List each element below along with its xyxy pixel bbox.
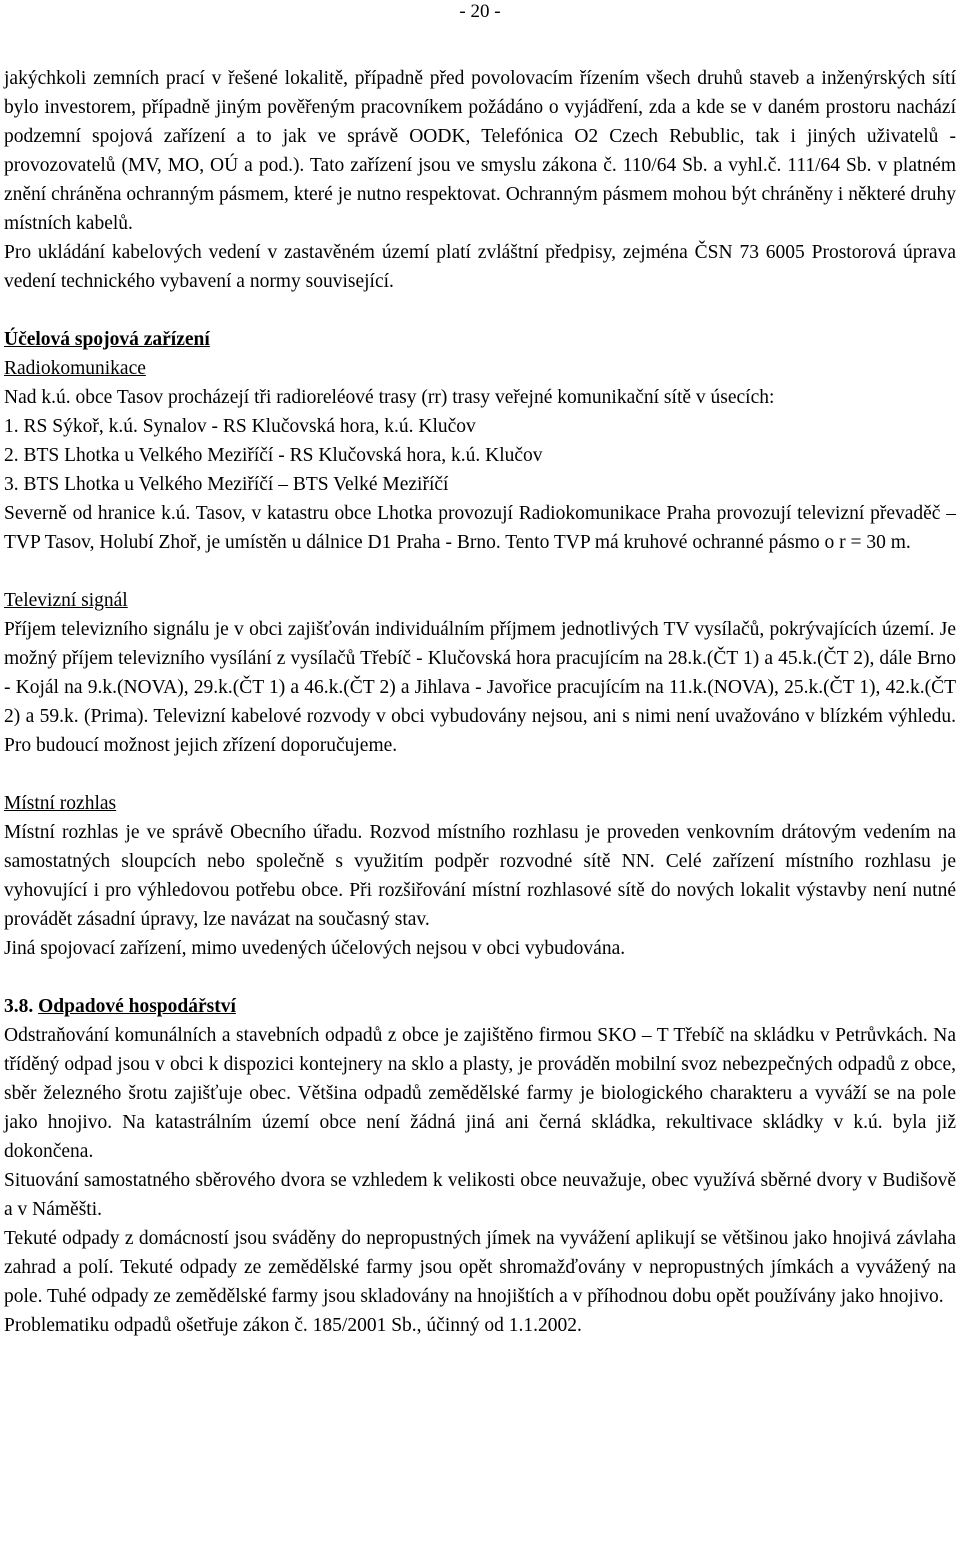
- section-heading-ucelova: Účelová spojová zařízení: [4, 329, 210, 350]
- rozhlas-paragraph-1: Místní rozhlas je ve správě Obecního úřadu. Rozvod místního rozhlasu je proveden venkovním drátovým vedením na samostatných sloupcích nebo společně s využitím podpěr rozvodné sítě NN. Celé zařízení místního rozhlasu je vyhovující i pro výhledovou potřebu obce. Při rozšiřování místní rozhlasové sítě do nových lokalit výstavby není nutné provádět zásadní úpravy, lze navázat na současný stav.: [4, 822, 956, 930]
- odpady-paragraph-4: Problematiku odpadů ošetřuje zákon č. 185/2001 Sb., účinný od 1.1.2002.: [4, 1315, 582, 1336]
- odpady-paragraph-3: Tekuté odpady z domácností jsou sváděny do nepropustných jímek na vyvážení aplikují se většinou jako hnojivá závlaha zahrad a polí. Tekuté odpady ze zemědělské farmy jsou opět shromažďovány v nepropustných jímkách a vyvážený na pole. Tuhé odpady ze zemědělské farmy jsou skladovány na hnojištích a v příhodnou dobu opět používány jako hnojivo.: [4, 1228, 956, 1307]
- section-number: 3.8.: [4, 996, 34, 1017]
- page-number: - 20 -: [459, 1, 501, 22]
- radio-route-1: 1. RS Sýkoř, k.ú. Synalov - RS Klučovská hora, k.ú. Klučov: [4, 416, 476, 437]
- document-body: [4, 64, 956, 1340]
- subheading-tv-signal: Televizní signál: [4, 590, 128, 611]
- odpady-paragraph-1: Odstraňování komunálních a stavebních odpadů z obce je zajištěno firmou SKO – T Třebíč na skládku v Petrůvkách. Na tříděný odpad jsou v obci k dispozici kontejnery na sklo a plasty, je prováděn mobilní svoz nebezpečných odpadů z obce, sběr železného šrotu zajišťuje obec. Většina odpadů zemědělské farmy je biologického charakteru a vyváží se na pole jako hnojivo. Na katastrálním území obce není žádná jiná ani černá skládka, rekultivace skládky v k.ú. byla již dokončena.: [4, 1025, 956, 1162]
- odpady-paragraph-2: Situování samostatného sběrového dvora se vzhledem k velikosti obce neuvažuje, obec využívá sběrné dvory v Budišově a v Náměšti.: [4, 1170, 956, 1220]
- tv-paragraph: Příjem televizního signálu je v obci zajišťován individuálním příjmem jednotlivých TV vysílačů, pokrývajících území. Je možný příjem televizního vysílání z vysílačů Třebíč - Klučovská hora pracujícím na 28.k.(ČT 1) a 45.k.(ČT 2), dále Brno - Kojál na 9.k.(NOVA), 29.k.(ČT 1) a 46.k.(ČT 2) a Jihlava - Javořice pracujícím na 11.k.(NOVA), 25.k.(ČT 1), 42.k.(ČT 2) a 59.k. (Prima). Televizní kabelové rozvody v obci vybudovány nejsou, ani s nimi není uvažováno v blízkém výhledu. Pro budoucí možnost jejich zřízení doporučujeme.: [4, 619, 956, 756]
- radio-paragraph-1: Nad k.ú. obce Tasov procházejí tři radioreléové trasy (rr) trasy veřejné komunikační sítě v úsecích:: [4, 387, 775, 408]
- intro-paragraph-1: jakýchkoli zemních prací v řešené lokalitě, případně před povolovacím řízením všech druhů staveb a inženýrských sítí bylo investorem, případně jiným pověřeným pracovníkem požádáno o vyjádření, zda a kde se v daném prostoru nachází podzemní spojová zařízení a to jak ve správě OODK, Telefónica O2 Czech Rebublic, tak i jiných uživatelů - provozovatelů (MV, MO, OÚ a pod.). Tato zařízení jsou ve smyslu zákona č. 110/64 Sb. a vyhl.č. 111/64 Sb. v platném znění chráněna ochranným pásmem, které je nutno respektovat. Ochranným pásmem mohou být chráněny i některé druhy místních kabelů.: [4, 68, 956, 234]
- intro-paragraph-2: Pro ukládání kabelových vedení v zastavěném území platí zvláštní předpisy, zejména ČSN 73 6005 Prostorová úprava vedení technického vybavení a normy související.: [4, 242, 956, 292]
- radio-route-3: 3. BTS Lhotka u Velkého Meziříčí – BTS Velké Meziříčí: [4, 474, 449, 495]
- rozhlas-paragraph-2: Jiná spojovací zařízení, mimo uvedených účelových nejsou v obci vybudována.: [4, 938, 626, 959]
- subheading-radiokomunikace: Radiokomunikace: [4, 358, 146, 379]
- subheading-local-radio: Místní rozhlas: [4, 793, 117, 814]
- radio-paragraph-2: Severně od hranice k.ú. Tasov, v katastru obce Lhotka provozují Radiokomunikace Praha provozují televizní převaděč – TVP Tasov, Holubí Zhoř, je umístěn u dálnice D1 Praha - Brno. Tento TVP má kruhové ochranné pásmo o r = 30 m.: [4, 503, 956, 553]
- radio-route-2: 2. BTS Lhotka u Velkého Meziříčí - RS Klučovská hora, k.ú. Klučov: [4, 445, 543, 466]
- section-heading-odpady: [4, 992, 956, 1021]
- section-title: Odpadové hospodářství: [38, 996, 236, 1017]
